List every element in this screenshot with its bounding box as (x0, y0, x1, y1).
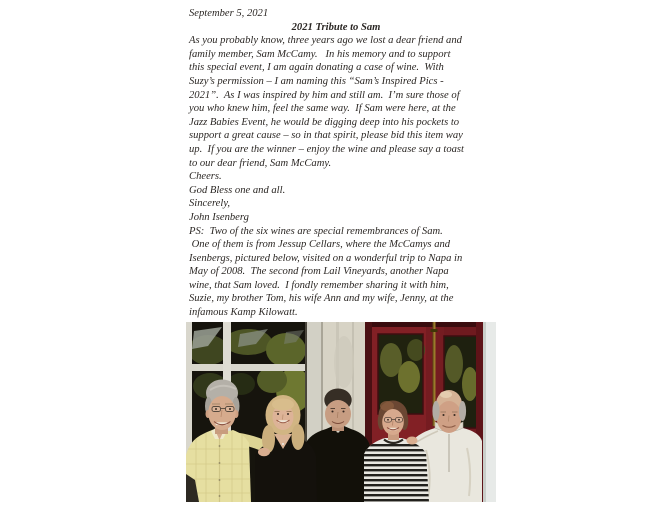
letter-line: Suzie, my brother Tom, his wife Ann and my wife, Jenny, at the (189, 293, 454, 305)
letter-line: you who knew him, feel the same way. If Sam were here, at the (189, 103, 456, 115)
letter-line: Jazz Babies Event, he would be digging deep into his pockets to (189, 116, 460, 128)
letter-line: up. If you are the winner – enjoy the wine and please say a toast (189, 143, 464, 155)
letter-line: this special event, I am again donating a case of wine. With (189, 62, 444, 74)
letter-line: Suzy’s permission – I am naming this “Sam’s Inspired Pics - (189, 75, 444, 87)
letter-line: One of them is from Jessup Cellars, where the McCamys and (189, 239, 451, 251)
letter-line: family member, Sam McCamy. In his memory and to support (189, 48, 451, 60)
letter-line: 2021”. As I was inspired by him and still am. I’m sure those of (189, 89, 460, 101)
letter-line: wine, that Sam loved. I fondly remember sharing it with him, (189, 279, 449, 291)
letter-date: September 5, 2021 (189, 8, 269, 19)
letter-line: to our dear friend, Sam McCamy. (189, 157, 332, 169)
family-photo (186, 322, 496, 502)
letter-line: Sincerely, (189, 198, 231, 210)
letter-line: infamous Kamp Kilowatt. (189, 307, 298, 319)
letter-line: God Bless one and all. (189, 184, 286, 196)
letter-line: Isenbergs, pictured below, visited on a wonderful trip to Napa in (189, 252, 463, 264)
letter-line: support a great cause – so in that spirit, please bid this item way (189, 130, 463, 142)
letter-line: Cheers. (189, 171, 222, 183)
family-photo-graphic (186, 322, 496, 502)
letter-line: As you probably know, three years ago we lost a dear friend and (189, 35, 462, 47)
hand-on-shoulder (258, 448, 270, 457)
hand-on-shoulder (407, 437, 418, 445)
letter-line: May of 2008. The second from Lail Vineyards, another Napa (189, 266, 449, 278)
letter (189, 7, 483, 320)
letter-line: John Isenberg (189, 211, 249, 223)
letter-title: 2021 Tribute to Sam (291, 21, 381, 33)
letter-body (189, 34, 483, 319)
letter-line: PS: Two of the six wines are special remembrances of Sam. (189, 225, 443, 237)
